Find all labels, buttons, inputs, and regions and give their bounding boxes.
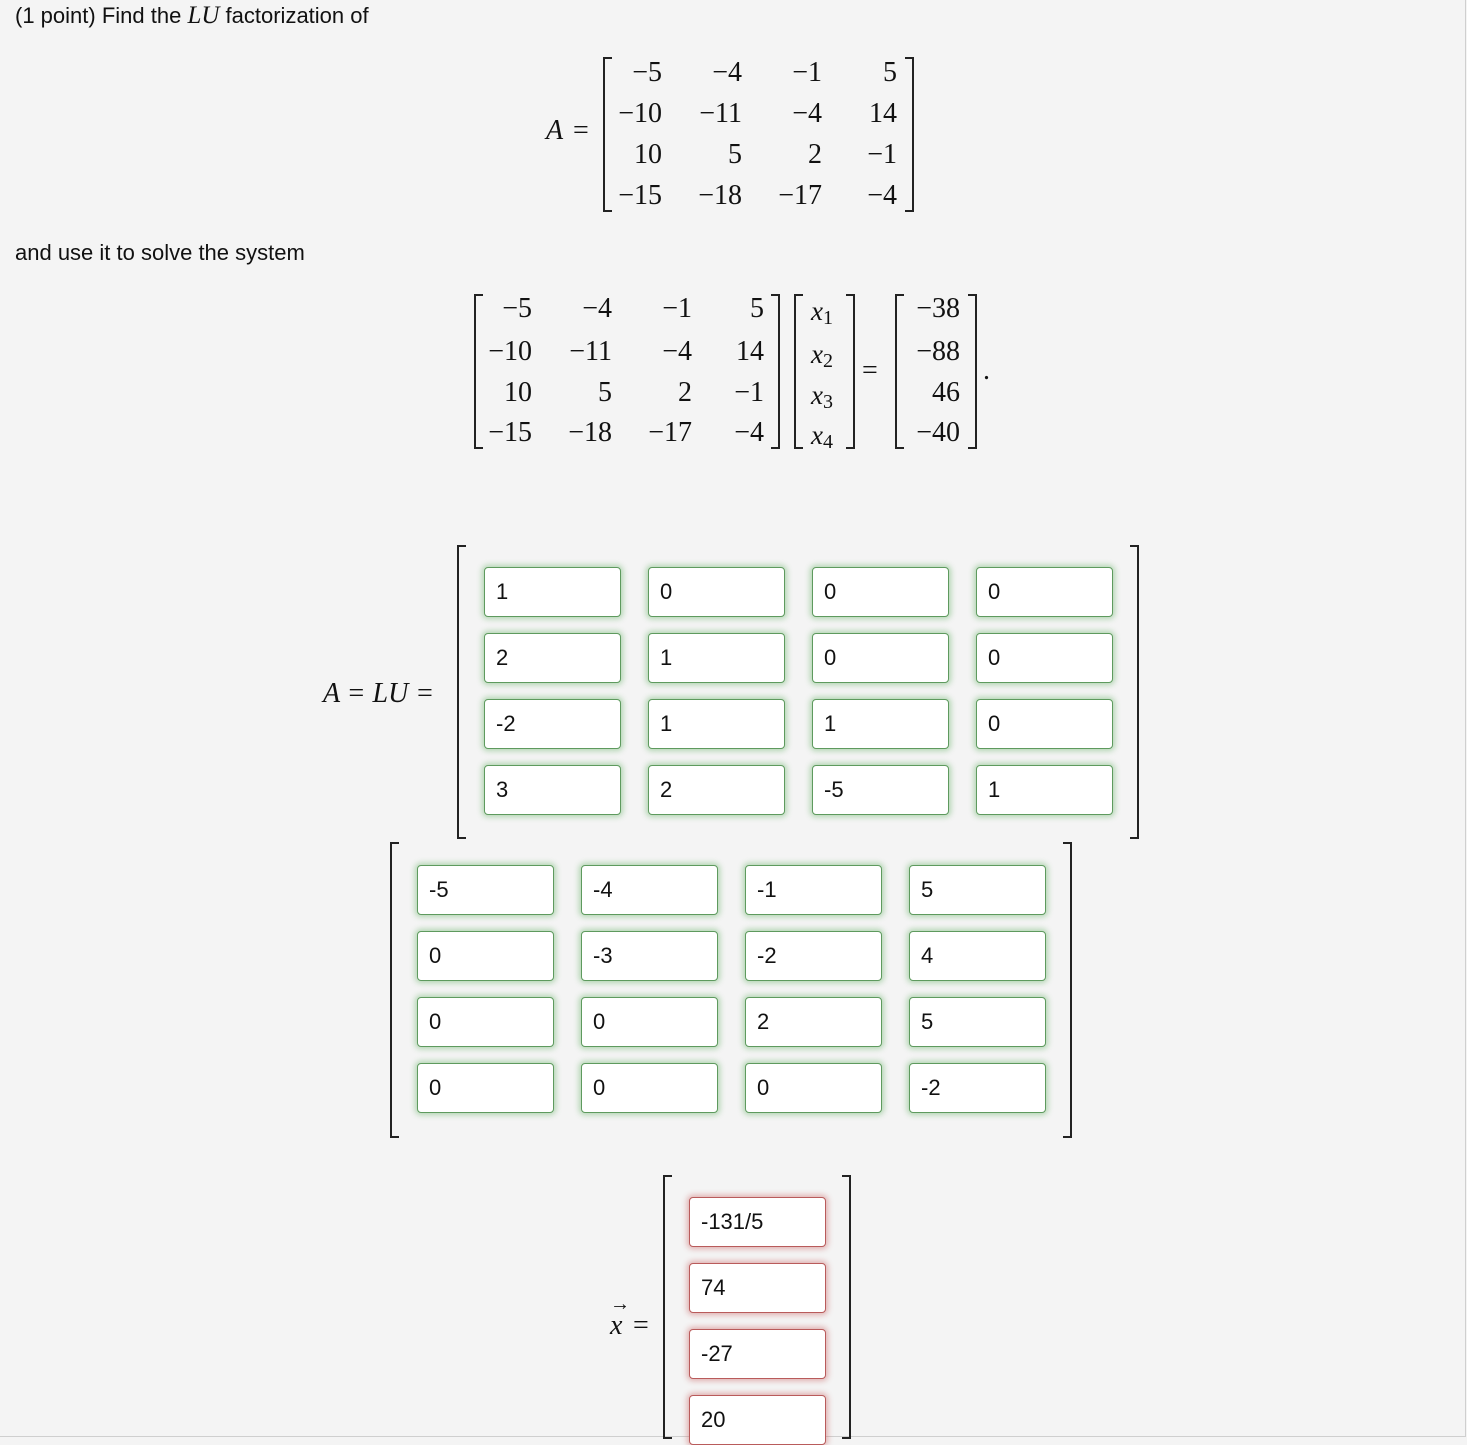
system-matrix-entry: −15 bbox=[488, 417, 532, 448]
u-matrix-right-bracket bbox=[1063, 842, 1072, 1138]
x-variable-subscript: 1 bbox=[822, 307, 833, 329]
vector-arrow-icon: → bbox=[610, 1293, 630, 1315]
system-matrix-entry: −17 bbox=[648, 417, 692, 448]
u-input-r3-c4[interactable] bbox=[909, 997, 1046, 1047]
matrix-a-entry: −5 bbox=[632, 57, 662, 88]
x-input-r3[interactable] bbox=[689, 1329, 826, 1379]
x-variable-base: x bbox=[811, 339, 823, 369]
l-input-r3-c2[interactable] bbox=[648, 699, 785, 749]
l-input-r4-c1[interactable] bbox=[484, 765, 621, 815]
u-input-r2-c2[interactable] bbox=[581, 931, 718, 981]
u-input-r1-c2[interactable] bbox=[581, 865, 718, 915]
system-period: . bbox=[983, 355, 990, 386]
u-input-r4-c1[interactable] bbox=[417, 1063, 554, 1113]
l-input-r4-c4[interactable] bbox=[976, 765, 1113, 815]
matrix-a-entry: 5 bbox=[883, 57, 897, 88]
b-vector-entry: −88 bbox=[916, 336, 960, 367]
matrix-a-entry: 14 bbox=[869, 98, 897, 129]
u-input-r4-c3[interactable] bbox=[745, 1063, 882, 1113]
matrix-a-entry: 2 bbox=[808, 139, 822, 170]
system-matrix-entry: 2 bbox=[678, 377, 692, 408]
b-vector-right-bracket bbox=[968, 294, 977, 449]
l-input-r3-c3[interactable] bbox=[812, 699, 949, 749]
x-answer-right-bracket bbox=[842, 1175, 851, 1439]
matrix-a-entry: 5 bbox=[728, 139, 742, 170]
matrix-a-right-bracket bbox=[905, 57, 914, 212]
matrix-a-left-bracket bbox=[603, 57, 612, 212]
lu-label: A = LU = bbox=[323, 678, 435, 709]
matrix-a-entry: 10 bbox=[634, 139, 662, 170]
b-vector-entry: −38 bbox=[916, 293, 960, 324]
x-answer-symbol: x bbox=[610, 1310, 623, 1341]
l-input-r1-c3[interactable] bbox=[812, 567, 949, 617]
x-variable-subscript: 3 bbox=[822, 391, 833, 413]
l-input-r1-c4[interactable] bbox=[976, 567, 1113, 617]
x-answer-label bbox=[610, 1293, 630, 1342]
matrix-a-entry: −18 bbox=[698, 180, 742, 211]
l-input-r2-c3[interactable] bbox=[812, 633, 949, 683]
system-matrix-entry: −11 bbox=[569, 336, 612, 367]
matrix-a-entry: −10 bbox=[618, 98, 662, 129]
system-matrix-entry: 10 bbox=[504, 377, 532, 408]
u-input-r3-c2[interactable] bbox=[581, 997, 718, 1047]
x-variable-base: x bbox=[811, 296, 823, 326]
matrix-a-equals: = bbox=[573, 115, 589, 146]
u-matrix-left-bracket bbox=[390, 842, 399, 1138]
l-matrix-right-bracket bbox=[1130, 545, 1139, 839]
system-matrix-entry: 5 bbox=[598, 377, 612, 408]
x-vector-right-bracket bbox=[846, 294, 855, 449]
matrix-a-entry: −17 bbox=[778, 180, 822, 211]
x-variable-subscript: 4 bbox=[822, 431, 833, 453]
l-input-r1-c2[interactable] bbox=[648, 567, 785, 617]
l-input-r1-c1[interactable] bbox=[484, 567, 621, 617]
system-matrix-left-bracket bbox=[474, 294, 483, 449]
u-input-r4-c2[interactable] bbox=[581, 1063, 718, 1113]
matrix-a-entry: −11 bbox=[699, 98, 742, 129]
matrix-a-entry: −15 bbox=[618, 180, 662, 211]
system-matrix-entry: −1 bbox=[734, 377, 764, 408]
system-equals: = bbox=[862, 355, 878, 386]
system-matrix-entry: 14 bbox=[736, 336, 764, 367]
matrix-a-entry: −1 bbox=[867, 139, 897, 170]
l-input-r4-c2[interactable] bbox=[648, 765, 785, 815]
x-variable-base: x bbox=[811, 380, 823, 410]
u-input-r2-c4[interactable] bbox=[909, 931, 1046, 981]
system-matrix-entry: −5 bbox=[502, 293, 532, 324]
x-variable bbox=[811, 380, 833, 414]
x-variable bbox=[811, 420, 833, 454]
system-instruction: and use it to solve the system bbox=[15, 240, 305, 265]
u-input-r2-c1[interactable] bbox=[417, 931, 554, 981]
u-input-r4-c4[interactable] bbox=[909, 1063, 1046, 1113]
matrix-a-entry: −4 bbox=[792, 98, 822, 129]
x-answer-equals: = bbox=[633, 1310, 649, 1341]
l-input-r3-c1[interactable] bbox=[484, 699, 621, 749]
x-variable-subscript: 2 bbox=[822, 350, 833, 372]
intro-prefix: (1 point) Find the bbox=[15, 3, 182, 28]
x-variable bbox=[811, 296, 833, 330]
b-vector-entry: −40 bbox=[916, 417, 960, 448]
problem-intro bbox=[15, 2, 369, 30]
x-input-r2[interactable] bbox=[689, 1263, 826, 1313]
u-input-r1-c3[interactable] bbox=[745, 865, 882, 915]
u-input-r1-c4[interactable] bbox=[909, 865, 1046, 915]
l-input-r2-c1[interactable] bbox=[484, 633, 621, 683]
x-variable-base: x bbox=[811, 420, 823, 450]
l-input-r4-c3[interactable] bbox=[812, 765, 949, 815]
matrix-a-entry: −4 bbox=[867, 180, 897, 211]
b-vector-left-bracket bbox=[895, 294, 904, 449]
l-input-r3-c4[interactable] bbox=[976, 699, 1113, 749]
system-matrix-entry: −4 bbox=[582, 293, 612, 324]
matrix-a-entry: −1 bbox=[792, 57, 822, 88]
x-answer-left-bracket bbox=[663, 1175, 672, 1439]
l-input-r2-c2[interactable] bbox=[648, 633, 785, 683]
system-matrix-right-bracket bbox=[771, 294, 780, 449]
system-matrix-entry: 5 bbox=[750, 293, 764, 324]
l-input-r2-c4[interactable] bbox=[976, 633, 1113, 683]
b-vector-entry: 46 bbox=[932, 377, 960, 408]
l-matrix-left-bracket bbox=[457, 545, 466, 839]
x-input-r1[interactable] bbox=[689, 1197, 826, 1247]
system-matrix-entry: −1 bbox=[662, 293, 692, 324]
u-input-r2-c3[interactable] bbox=[745, 931, 882, 981]
system-matrix-entry: −18 bbox=[568, 417, 612, 448]
system-matrix-entry: −4 bbox=[662, 336, 692, 367]
u-input-r3-c1[interactable] bbox=[417, 997, 554, 1047]
x-variable bbox=[811, 339, 833, 373]
system-matrix-entry: −4 bbox=[734, 417, 764, 448]
u-input-r3-c3[interactable] bbox=[745, 997, 882, 1047]
u-input-r1-c1[interactable] bbox=[417, 865, 554, 915]
system-matrix-entry: −10 bbox=[488, 336, 532, 367]
x-vector-left-bracket bbox=[794, 294, 803, 449]
matrix-a-label: A bbox=[546, 115, 564, 146]
intro-suffix: factorization of bbox=[225, 3, 369, 28]
matrix-a-entry: −4 bbox=[712, 57, 742, 88]
intro-lu: LU bbox=[187, 2, 220, 29]
x-input-r4[interactable] bbox=[689, 1395, 826, 1445]
